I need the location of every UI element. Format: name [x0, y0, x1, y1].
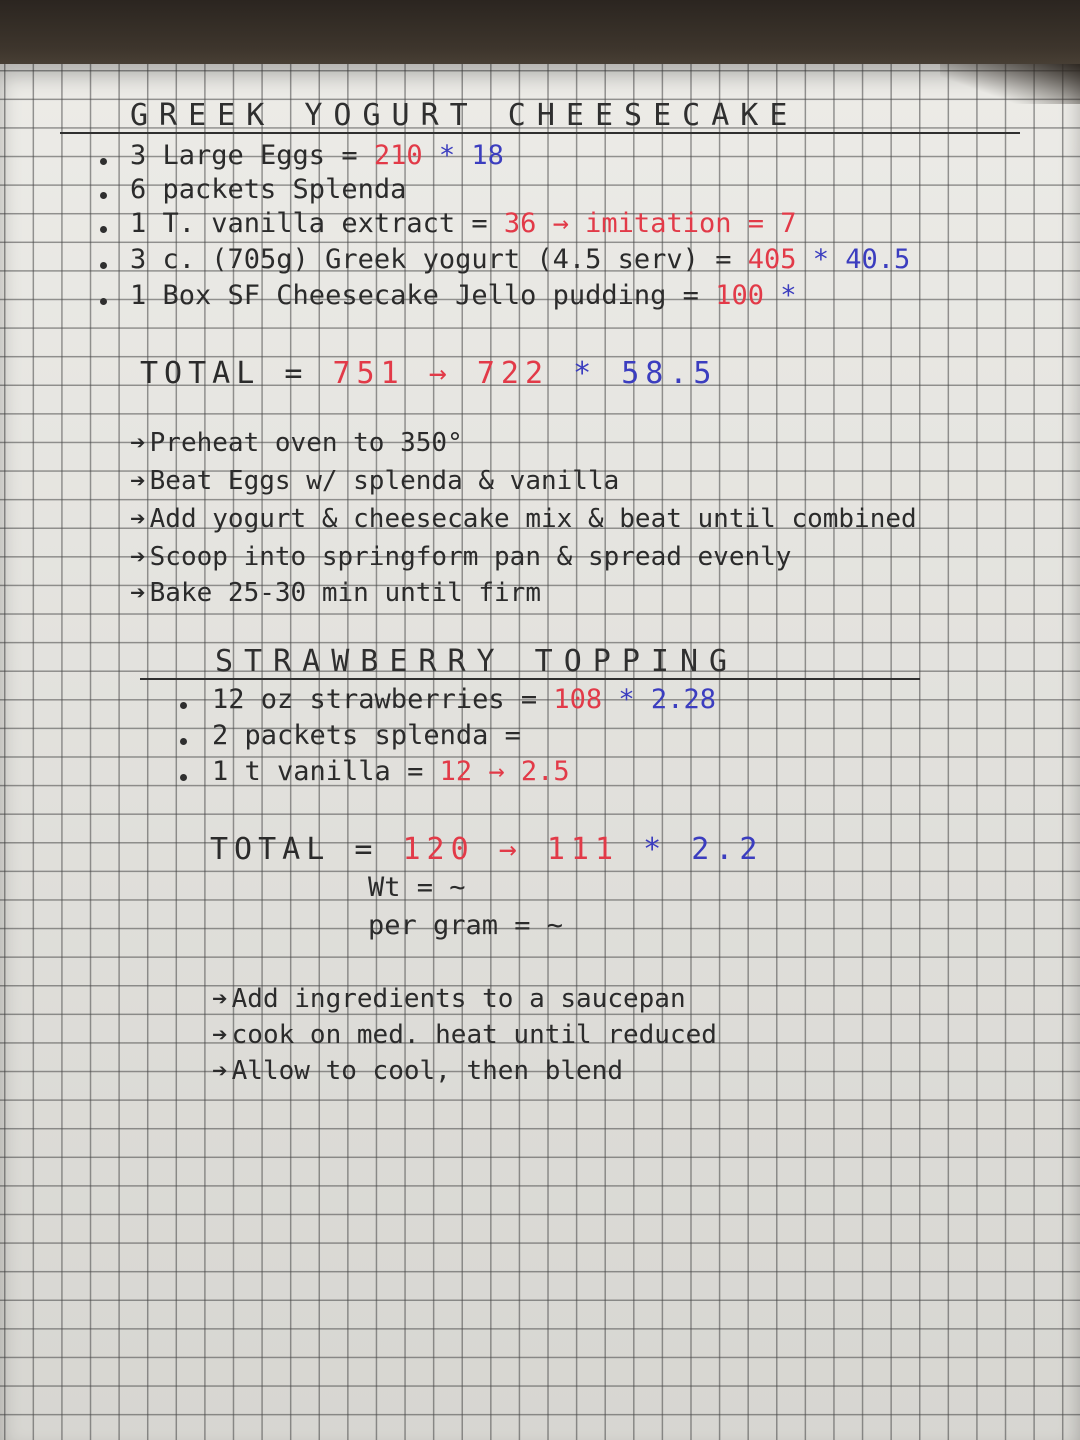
ingredient-pudding: 1 Box SF Cheesecake Jello pudding = 100 * [130, 280, 797, 311]
arrow-icon: ➔ [130, 466, 146, 496]
topping-step-1: ➔ Add ingredients to a saucepan [212, 984, 686, 1014]
bullet [100, 226, 107, 233]
bullet [180, 774, 187, 781]
ingredient-yogurt: 3 c. (705g) Greek yogurt (4.5 serv) = 405 * 40.5 [130, 244, 911, 275]
topping-weight: Wt = ~ [368, 872, 466, 903]
topping-ingredient-vanilla: 1 t vanilla = 12 → 2.5 [212, 756, 570, 787]
topping-title: STRAWBERRY TOPPING [215, 644, 739, 679]
topping-total: TOTAL = 120 → 111 * 2.2 [210, 832, 764, 867]
title-underline [60, 122, 1020, 134]
arrow-icon: ➔ [130, 542, 146, 572]
cheesecake-title: GREEK YOGURT CHEESECAKE [130, 98, 799, 133]
arrow-icon: ➔ [130, 428, 146, 458]
arrow-icon: ➔ [212, 1020, 228, 1050]
arrow-icon: ➔ [130, 578, 146, 608]
cheesecake-step-4: ➔ Scoop into springform pan & spread evenly [130, 542, 792, 572]
ingredient-vanilla: 1 T. vanilla extract = 36 → imitation = 7 [130, 208, 797, 239]
cheesecake-total: TOTAL = 751 → 722 * 58.5 [140, 356, 718, 391]
cheesecake-step-1: ➔ Preheat oven to 350° [130, 428, 463, 458]
arrow-icon: ➔ [130, 504, 146, 534]
cheesecake-step-3: ➔ Add yogurt & cheesecake mix & beat until combined [130, 504, 917, 534]
cheesecake-step-5: ➔ Bake 25-30 min until firm [130, 578, 541, 608]
cheesecake-step-2: ➔ Beat Eggs w/ splenda & vanilla [130, 466, 620, 496]
ingredient-eggs: 3 Large Eggs = 210 * 18 [130, 140, 504, 171]
bullet [180, 738, 187, 745]
topping-ingredient-splenda: 2 packets splenda = [212, 720, 521, 751]
bullet [100, 262, 107, 269]
paper-shadow [940, 64, 1080, 104]
topping-ingredient-strawberries: 12 oz strawberries = 108 * 2.28 [212, 684, 716, 715]
topping-step-2: ➔ cook on med. heat until reduced [212, 1020, 717, 1050]
ingredient-splenda: 6 packets Splenda [130, 174, 407, 205]
bullet [180, 702, 187, 709]
arrow-icon: ➔ [212, 984, 228, 1014]
bullet [100, 192, 107, 199]
topping-underline [140, 668, 920, 680]
topping-step-3: ➔ Allow to cool, then blend [212, 1056, 623, 1086]
arrow-icon: ➔ [212, 1056, 228, 1086]
topping-per-gram: per gram = ~ [368, 910, 564, 941]
bullet [100, 298, 107, 305]
bullet [100, 158, 107, 165]
